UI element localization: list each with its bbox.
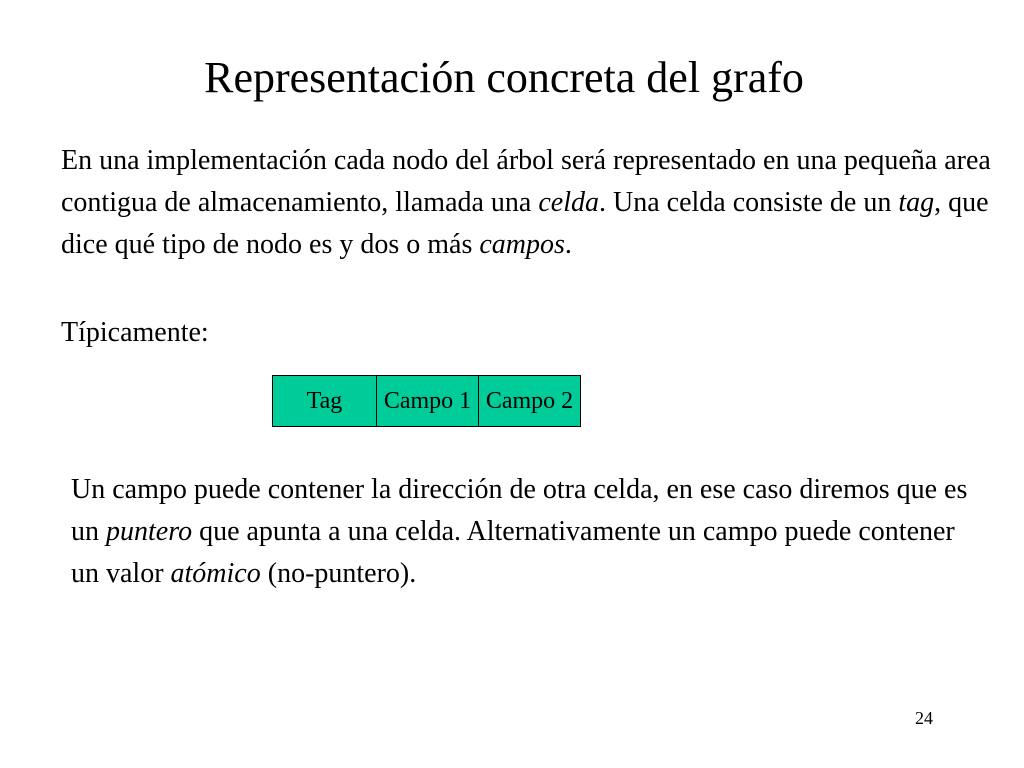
intro-text-1: En una implementación cada nodo del árbol será representado en una pequeña area contigua de almacenamiento, llamada una [61, 145, 991, 218]
term-atomico: atómico [170, 558, 261, 589]
term-tag: tag [898, 187, 935, 218]
cell-field-tag: Tag [273, 376, 376, 426]
term-puntero: puntero [106, 516, 193, 547]
term-campos: campos [479, 229, 565, 260]
page-number: 24 [915, 708, 933, 728]
pointer-text-1: Un campo puede contener la dirección de otra celda, en ese caso diremos que es un [71, 474, 968, 547]
pointer-text-2: que apunta a una celda. Alternativamente un campo puede contener un valor [71, 516, 955, 589]
intro-paragraph [61, 140, 1021, 266]
typical-label: Típicamente: [61, 317, 209, 348]
pointer-text-3: (no-puntero). [260, 558, 417, 589]
cell-field-campo-1: Campo 1 [376, 376, 478, 426]
pointer-paragraph [71, 469, 971, 595]
cell-field-campo-2: Campo 2 [478, 376, 580, 426]
cell-diagram [272, 375, 581, 427]
intro-text-2: . Una celda consiste de un [599, 187, 899, 218]
intro-text-4: . [564, 229, 572, 260]
slide-title: Representación concreta del grafo [204, 53, 804, 102]
intro-text-3: , que dice qué tipo de nodo es y dos o más [61, 187, 989, 260]
term-celda: celda [538, 187, 599, 218]
